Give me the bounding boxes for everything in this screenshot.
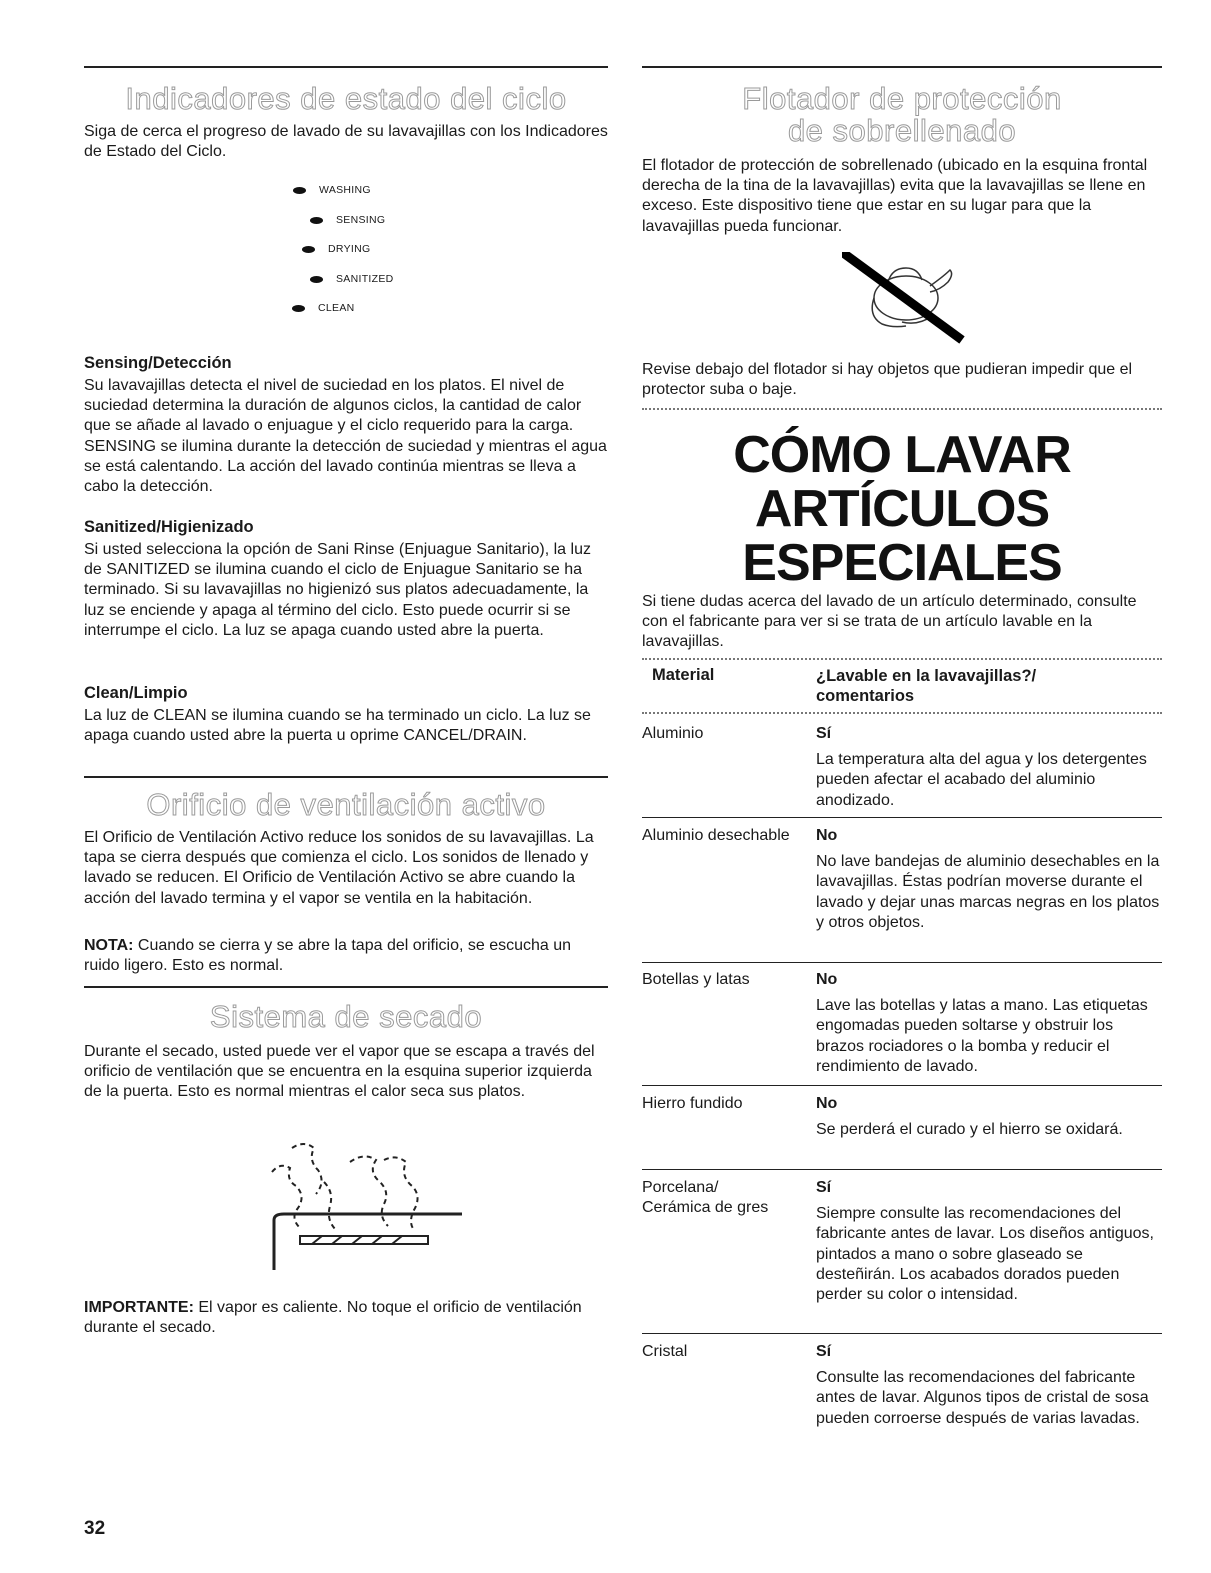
row-comments [816, 1342, 1162, 1429]
row-material: Aluminio [642, 725, 704, 742]
indicator-drying: DRYING [302, 243, 370, 255]
vent-heading: Orificio de ventilación activo [146, 787, 546, 822]
row-divider [642, 1333, 1162, 1334]
special-title-line-1: CÓMO LAVAR [733, 426, 1071, 484]
table-top-divider [642, 658, 1162, 660]
vent-note-text: Cuando se cierra y se abre la tapa del orificio, se escucha un ruido ligero. Esto es normal. [84, 937, 572, 975]
special-title-line-2: ARTÍCULOS [754, 480, 1050, 538]
row-material: Cristal [642, 1343, 688, 1360]
indicator-washing: WASHING [293, 184, 371, 196]
table-header-divider [642, 712, 1162, 714]
sanitized-text: Si usted selecciona la opción de Sani Rinse (Enjuague Sanitario), la luz de SANITIZED se ilumina cuando el ciclo de Enjuague Sanitario se ha terminado. Si su lavavajillas no higienizó sus platos adecuadamente, la luz se enciende y apaga al término del ciclo. Esto puede ocurrir si se interrumpe el ciclo. La luz se apaga cuando usted abre la puerta. [84, 541, 591, 639]
table-header-comments: ¿Lavable en la lavavajillas?/ comentarios [816, 667, 1037, 705]
row-material: Aluminio desechable [642, 827, 790, 844]
important-note [84, 1298, 608, 1338]
float-check-text: Revise debajo del flotador si hay objetos que pudieran impedir que el protector suba o baje. [642, 361, 1133, 399]
vent-text: El Orificio de Ventilación Activo reduce los sonidos de su lavavajillas. La tapa se cierra después que comienza el ciclo. Los sonidos de llenado y lavado se reducen. El Orificio de Ventilación Activo se abre cuando la acción del lavado termina y el vapor se ventila en la habitación. [84, 829, 594, 907]
sensing-section [84, 354, 608, 497]
row-material: Porcelana/ Cerámica de gres [642, 1179, 769, 1216]
section-rule [84, 776, 608, 778]
row-divider [642, 817, 1162, 818]
row-comment: Se perderá el curado y el hierro se oxidará. [816, 1121, 1123, 1139]
special-title-line-3: ESPECIALES [742, 534, 1062, 592]
special-intro: Si tiene dudas acerca del lavado de un artículo determinado, consulte con el fabricante para ver si se trata de un artículo lavable en la lavavajillas. [642, 593, 1137, 651]
special-title [642, 428, 1162, 590]
row-material: Botellas y latas [642, 971, 750, 988]
steam-vent-illustration-icon [264, 1138, 464, 1270]
sanitized-title: Sanitized/Higienizado [84, 518, 254, 536]
row-divider [642, 1169, 1162, 1170]
table-header [642, 666, 1162, 710]
indicator-light-icon [310, 217, 323, 224]
clean-text: La luz de CLEAN se ilumina cuando se ha terminado un ciclo. La luz se apaga cuando usted abre la puerta u oprime CANCEL/DRAIN. [84, 707, 591, 745]
row-comment: Siempre consulte las recomendaciones del fabricante antes de lavar. Los diseños antiguos, pintados a mano o sobre glaseado se desteñirán. Los acabados dorados pueden perder su color o intensidad. [816, 1205, 1154, 1304]
cycle-intro: Siga de cerca el progreso de lavado de su lavavajillas con los Indicadores de Estado del Ciclo. [84, 123, 608, 161]
clean-title: Clean/Limpio [84, 684, 188, 702]
indicator-light-icon [302, 246, 315, 253]
indicator-sensing: SENSING [310, 214, 385, 226]
sanitized-section [84, 518, 608, 641]
row-comments [816, 970, 1162, 1077]
top-rule [84, 66, 608, 68]
indicator-sanitized: SANITIZED [310, 273, 394, 285]
float-text: El flotador de protección de sobrellenado (ubicado en la esquina frontal derecha de la tina de la lavavajillas) evita que la lavavajillas se llene en exceso. Este dispositivo tiene que estar en su lugar para que la lavavajillas pueda funcionar. [642, 157, 1148, 235]
row-answer: Sí [816, 725, 832, 742]
row-comment: No lave bandejas de aluminio desechables en la lavavajillas. Éstas podrían moverse durante el lavado y dejar unas marcas negras en los platos y otros objetos. [816, 853, 1160, 931]
row-answer: Sí [816, 1179, 832, 1196]
sensing-text: Su lavavajillas detecta el nivel de suciedad en los platos. El nivel de suciedad determina la duración de algunos ciclos, la cantidad de calor que se añade al lavado o enjuague y el ciclo requerido para la carga. SENSING se ilumina durante la detección de suciedad y mientras el agua se está calentando. La acción del lavado continúa mientras se lleva a cabo la detección. [84, 377, 607, 496]
dotted-divider [642, 408, 1162, 410]
cycle-heading: Indicadores de estado del ciclo [125, 81, 567, 116]
row-comment: Lave las botellas y latas a mano. Las etiquetas engomadas pueden soltarse y obstruir los brazos rociadores o la bomba y reducir el rendimiento de lavado. [816, 997, 1148, 1075]
dry-text: Durante el secado, usted puede ver el vapor que se escapa a través del orificio de ventilación que se encuentra en la esquina superior izquierda de la puerta. Esto es normal mientras el calor seca sus platos. [84, 1043, 595, 1101]
row-comment: Consulte las recomendaciones del fabricante antes de lavar. Algunos tipos de cristal de sosa pueden corroerse después de varias lavadas. [816, 1369, 1149, 1427]
vent-note-label: NOTA: [84, 937, 134, 954]
indicator-light-icon [292, 305, 305, 312]
row-answer: No [816, 971, 838, 988]
float-heading-line-1: Flotador de protección [742, 81, 1062, 116]
indicator-clean: CLEAN [292, 302, 355, 314]
row-comments [816, 1178, 1162, 1305]
section-rule [84, 986, 608, 988]
top-rule [642, 66, 1162, 68]
row-answer: Sí [816, 1343, 832, 1360]
indicator-light-icon [293, 187, 306, 194]
vent-note [84, 936, 608, 976]
row-divider [642, 962, 1162, 963]
row-answer: No [816, 827, 838, 844]
sensing-title: Sensing/Detección [84, 354, 232, 372]
float-heading-line-2: de sobrellenado [787, 113, 1017, 148]
table-header-material: Material [652, 666, 715, 684]
page-number: 32 [84, 1518, 106, 1539]
row-comments [816, 724, 1162, 811]
row-divider [642, 1085, 1162, 1086]
row-comments [816, 826, 1162, 933]
dry-heading: Sistema de secado [209, 999, 483, 1034]
clean-section [84, 684, 608, 746]
important-text: El vapor es caliente. No toque el orificio de ventilación durante el secado. [84, 1299, 582, 1337]
row-comment: La temperatura alta del agua y los detergentes pueden afectar el acabado del aluminio anodizado. [816, 751, 1147, 809]
row-material: Hierro fundido [642, 1095, 743, 1112]
overfill-float-icon [842, 252, 972, 344]
important-label: IMPORTANTE: [84, 1299, 194, 1316]
row-answer: No [816, 1095, 838, 1112]
row-comments [816, 1094, 1162, 1140]
indicator-light-icon [310, 276, 323, 283]
